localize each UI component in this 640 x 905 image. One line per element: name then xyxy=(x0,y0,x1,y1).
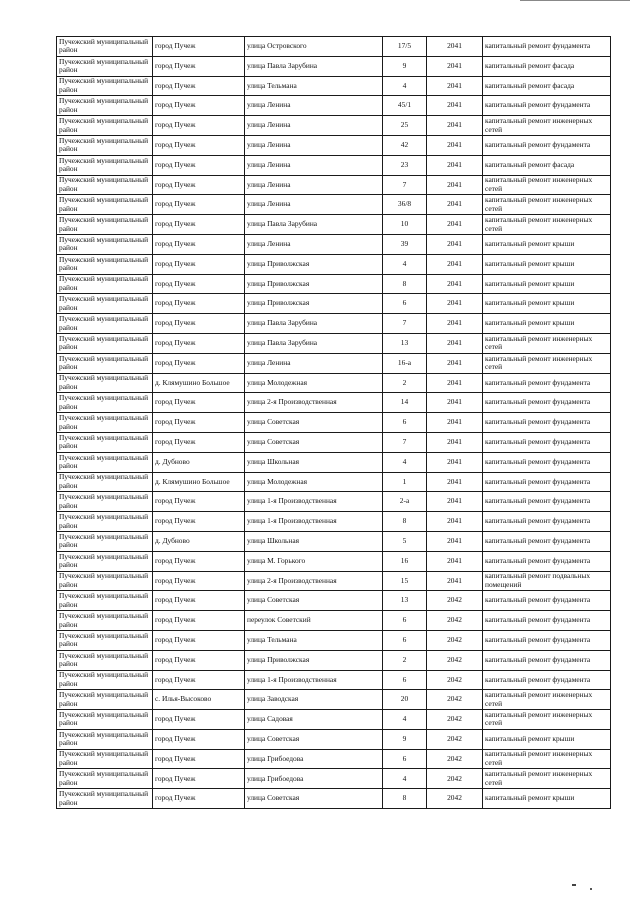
table-row xyxy=(57,611,611,631)
table-row xyxy=(57,195,611,215)
locality-cell: город Пучеж xyxy=(153,769,245,789)
street-cell: улица Ленина xyxy=(245,353,383,373)
house-number-cell: 13 xyxy=(383,333,427,353)
locality-cell: город Пучеж xyxy=(153,393,245,413)
work-type-cell: капитальный ремонт фундамента xyxy=(483,630,611,650)
work-type-cell: капитальный ремонт фундамента xyxy=(483,551,611,571)
house-number-cell: 13 xyxy=(383,591,427,611)
year-cell: 2042 xyxy=(427,749,483,769)
table-row xyxy=(57,789,611,809)
year-cell: 2041 xyxy=(427,452,483,472)
district-cell: Пучежский муниципальный район xyxy=(57,531,153,551)
house-number-cell: 6 xyxy=(383,294,427,314)
locality-cell: город Пучеж xyxy=(153,729,245,749)
table-row xyxy=(57,650,611,670)
locality-cell: город Пучеж xyxy=(153,710,245,730)
locality-cell: город Пучеж xyxy=(153,670,245,690)
street-cell: улица Приволжская xyxy=(245,650,383,670)
work-type-cell: капитальный ремонт фундамента xyxy=(483,452,611,472)
locality-cell: д. Дубново xyxy=(153,531,245,551)
district-cell: Пучежский муниципальный район xyxy=(57,472,153,492)
locality-cell: д. Дубново xyxy=(153,452,245,472)
table-row xyxy=(57,175,611,195)
district-cell: Пучежский муниципальный район xyxy=(57,432,153,452)
street-cell: улица Советская xyxy=(245,591,383,611)
locality-cell: город Пучеж xyxy=(153,650,245,670)
house-number-cell: 2 xyxy=(383,373,427,393)
locality-cell: город Пучеж xyxy=(153,76,245,96)
work-type-cell: капитальный ремонт фундамента xyxy=(483,96,611,116)
district-cell: Пучежский муниципальный район xyxy=(57,373,153,393)
district-cell: Пучежский муниципальный район xyxy=(57,195,153,215)
district-cell: Пучежский муниципальный район xyxy=(57,512,153,532)
year-cell: 2041 xyxy=(427,175,483,195)
work-type-cell: капитальный ремонт фундамента xyxy=(483,492,611,512)
house-number-cell: 4 xyxy=(383,452,427,472)
house-number-cell: 6 xyxy=(383,749,427,769)
work-type-cell: капитальный ремонт фундамента xyxy=(483,670,611,690)
year-cell: 2041 xyxy=(427,373,483,393)
house-number-cell: 7 xyxy=(383,314,427,334)
table-row xyxy=(57,413,611,433)
district-cell: Пучежский муниципальный район xyxy=(57,215,153,235)
locality-cell: город Пучеж xyxy=(153,551,245,571)
district-cell: Пучежский муниципальный район xyxy=(57,710,153,730)
work-type-cell: капитальный ремонт фундамента xyxy=(483,135,611,155)
house-number-cell: 16 xyxy=(383,551,427,571)
work-type-cell: капитальный ремонт крыши xyxy=(483,789,611,809)
year-cell: 2042 xyxy=(427,630,483,650)
locality-cell: с. Илья-Высоково xyxy=(153,690,245,710)
district-cell: Пучежский муниципальный район xyxy=(57,452,153,472)
year-cell: 2042 xyxy=(427,769,483,789)
year-cell: 2041 xyxy=(427,551,483,571)
house-number-cell: 20 xyxy=(383,690,427,710)
year-cell: 2041 xyxy=(427,234,483,254)
year-cell: 2041 xyxy=(427,116,483,136)
district-cell: Пучежский муниципальный район xyxy=(57,96,153,116)
district-cell: Пучежский муниципальный район xyxy=(57,551,153,571)
house-number-cell: 23 xyxy=(383,155,427,175)
district-cell: Пучежский муниципальный район xyxy=(57,611,153,631)
year-cell: 2042 xyxy=(427,729,483,749)
house-number-cell: 4 xyxy=(383,254,427,274)
year-cell: 2042 xyxy=(427,591,483,611)
work-type-cell: капитальный ремонт инженерных сетей xyxy=(483,749,611,769)
house-number-cell: 8 xyxy=(383,512,427,532)
work-type-cell: капитальный ремонт фундамента xyxy=(483,432,611,452)
district-cell: Пучежский муниципальный район xyxy=(57,670,153,690)
table-row xyxy=(57,472,611,492)
table-row xyxy=(57,76,611,96)
locality-cell: город Пучеж xyxy=(153,56,245,76)
table-row xyxy=(57,630,611,650)
table-row xyxy=(57,294,611,314)
repair-schedule-table xyxy=(56,36,611,809)
street-cell: улица Павла Зарубина xyxy=(245,333,383,353)
table-row xyxy=(57,512,611,532)
district-cell: Пучежский муниципальный район xyxy=(57,749,153,769)
street-cell: улица Ленина xyxy=(245,234,383,254)
house-number-cell: 17/5 xyxy=(383,37,427,57)
house-number-cell: 9 xyxy=(383,729,427,749)
year-cell: 2041 xyxy=(427,472,483,492)
locality-cell: город Пучеж xyxy=(153,314,245,334)
street-cell: улица Советская xyxy=(245,729,383,749)
locality-cell: город Пучеж xyxy=(153,333,245,353)
locality-cell: город Пучеж xyxy=(153,234,245,254)
house-number-cell: 45/1 xyxy=(383,96,427,116)
house-number-cell: 2-а xyxy=(383,492,427,512)
street-cell: улица Ленина xyxy=(245,195,383,215)
street-cell: улица Ленина xyxy=(245,155,383,175)
work-type-cell: капитальный ремонт крыши xyxy=(483,729,611,749)
work-type-cell: капитальный ремонт крыши xyxy=(483,314,611,334)
year-cell: 2041 xyxy=(427,333,483,353)
year-cell: 2041 xyxy=(427,155,483,175)
house-number-cell: 6 xyxy=(383,413,427,433)
street-cell: переулок Советский xyxy=(245,611,383,631)
house-number-cell: 8 xyxy=(383,274,427,294)
work-type-cell: капитальный ремонт фундамента xyxy=(483,413,611,433)
locality-cell: город Пучеж xyxy=(153,175,245,195)
street-cell: улица 1-я Производственная xyxy=(245,512,383,532)
street-cell: улица Приволжская xyxy=(245,274,383,294)
street-cell: улица Школьная xyxy=(245,452,383,472)
work-type-cell: капитальный ремонт инженерных сетей xyxy=(483,769,611,789)
locality-cell: город Пучеж xyxy=(153,37,245,57)
work-type-cell: капитальный ремонт инженерных сетей xyxy=(483,353,611,373)
house-number-cell: 25 xyxy=(383,116,427,136)
street-cell: улица М. Горького xyxy=(245,551,383,571)
table-row xyxy=(57,531,611,551)
street-cell: улица Павла Зарубина xyxy=(245,314,383,334)
street-cell: улица Молодежная xyxy=(245,373,383,393)
year-cell: 2041 xyxy=(427,294,483,314)
work-type-cell: капитальный ремонт крыши xyxy=(483,274,611,294)
house-number-cell: 2 xyxy=(383,650,427,670)
table-row xyxy=(57,551,611,571)
street-cell: улица Ленина xyxy=(245,96,383,116)
house-number-cell: 8 xyxy=(383,789,427,809)
work-type-cell: капитальный ремонт инженерных сетей xyxy=(483,710,611,730)
work-type-cell: капитальный ремонт инженерных сетей xyxy=(483,690,611,710)
year-cell: 2041 xyxy=(427,353,483,373)
house-number-cell: 7 xyxy=(383,175,427,195)
work-type-cell: капитальный ремонт фасада xyxy=(483,155,611,175)
house-number-cell: 6 xyxy=(383,670,427,690)
year-cell: 2041 xyxy=(427,314,483,334)
year-cell: 2041 xyxy=(427,492,483,512)
work-type-cell: капитальный ремонт фундамента xyxy=(483,512,611,532)
house-number-cell: 42 xyxy=(383,135,427,155)
locality-cell: город Пучеж xyxy=(153,611,245,631)
locality-cell: город Пучеж xyxy=(153,789,245,809)
year-cell: 2041 xyxy=(427,76,483,96)
locality-cell: город Пучеж xyxy=(153,591,245,611)
scan-artifact xyxy=(590,888,592,890)
street-cell: улица Советская xyxy=(245,432,383,452)
locality-cell: город Пучеж xyxy=(153,155,245,175)
street-cell: улица Приволжская xyxy=(245,294,383,314)
year-cell: 2042 xyxy=(427,650,483,670)
table-row xyxy=(57,135,611,155)
table-row xyxy=(57,749,611,769)
table-row xyxy=(57,333,611,353)
table-row xyxy=(57,452,611,472)
locality-cell: д. Клямушино Большое xyxy=(153,373,245,393)
table-row xyxy=(57,155,611,175)
street-cell: улица 2-я Производственная xyxy=(245,571,383,591)
street-cell: улица Островского xyxy=(245,37,383,57)
street-cell: улица Тельмана xyxy=(245,630,383,650)
district-cell: Пучежский муниципальный район xyxy=(57,630,153,650)
work-type-cell: капитальный ремонт фундамента xyxy=(483,393,611,413)
district-cell: Пучежский муниципальный район xyxy=(57,175,153,195)
street-cell: улица Павла Зарубина xyxy=(245,56,383,76)
year-cell: 2041 xyxy=(427,135,483,155)
work-type-cell: капитальный ремонт фундамента xyxy=(483,650,611,670)
street-cell: улица 1-я Производственная xyxy=(245,492,383,512)
work-type-cell: капитальный ремонт крыши xyxy=(483,254,611,274)
table-row xyxy=(57,96,611,116)
year-cell: 2042 xyxy=(427,670,483,690)
scan-artifact xyxy=(572,884,576,886)
house-number-cell: 1 xyxy=(383,472,427,492)
year-cell: 2041 xyxy=(427,37,483,57)
house-number-cell: 36/8 xyxy=(383,195,427,215)
house-number-cell: 14 xyxy=(383,393,427,413)
district-cell: Пучежский муниципальный район xyxy=(57,650,153,670)
locality-cell: город Пучеж xyxy=(153,353,245,373)
street-cell: улица 1-я Производственная xyxy=(245,670,383,690)
work-type-cell: капитальный ремонт инженерных сетей xyxy=(483,333,611,353)
district-cell: Пучежский муниципальный район xyxy=(57,37,153,57)
work-type-cell: капитальный ремонт подвальных помещений xyxy=(483,571,611,591)
work-type-cell: капитальный ремонт крыши xyxy=(483,234,611,254)
table-row xyxy=(57,234,611,254)
year-cell: 2041 xyxy=(427,413,483,433)
district-cell: Пучежский муниципальный район xyxy=(57,254,153,274)
house-number-cell: 4 xyxy=(383,710,427,730)
scan-edge-line xyxy=(520,0,630,1)
table-row xyxy=(57,492,611,512)
district-cell: Пучежский муниципальный район xyxy=(57,234,153,254)
work-type-cell: капитальный ремонт инженерных сетей xyxy=(483,175,611,195)
table-row xyxy=(57,274,611,294)
work-type-cell: капитальный ремонт фундамента xyxy=(483,373,611,393)
house-number-cell: 5 xyxy=(383,531,427,551)
work-type-cell: капитальный ремонт фасада xyxy=(483,56,611,76)
year-cell: 2041 xyxy=(427,531,483,551)
table-row xyxy=(57,769,611,789)
table-row xyxy=(57,215,611,235)
table-row xyxy=(57,710,611,730)
district-cell: Пучежский муниципальный район xyxy=(57,76,153,96)
district-cell: Пучежский муниципальный район xyxy=(57,571,153,591)
district-cell: Пучежский муниципальный район xyxy=(57,294,153,314)
street-cell: улица Грибоедова xyxy=(245,749,383,769)
locality-cell: д. Клямушино Большое xyxy=(153,472,245,492)
table-row xyxy=(57,373,611,393)
table-row xyxy=(57,254,611,274)
street-cell: улица Советская xyxy=(245,789,383,809)
year-cell: 2041 xyxy=(427,254,483,274)
street-cell: улица Садовая xyxy=(245,710,383,730)
table-row xyxy=(57,56,611,76)
year-cell: 2041 xyxy=(427,56,483,76)
house-number-cell: 39 xyxy=(383,234,427,254)
district-cell: Пучежский муниципальный район xyxy=(57,274,153,294)
district-cell: Пучежский муниципальный район xyxy=(57,135,153,155)
year-cell: 2041 xyxy=(427,393,483,413)
table-row xyxy=(57,432,611,452)
locality-cell: город Пучеж xyxy=(153,413,245,433)
locality-cell: город Пучеж xyxy=(153,294,245,314)
street-cell: улица Тельмана xyxy=(245,76,383,96)
table-row xyxy=(57,591,611,611)
street-cell: улица Грибоедова xyxy=(245,769,383,789)
year-cell: 2041 xyxy=(427,96,483,116)
house-number-cell: 15 xyxy=(383,571,427,591)
year-cell: 2041 xyxy=(427,195,483,215)
street-cell: улица Школьная xyxy=(245,531,383,551)
house-number-cell: 4 xyxy=(383,769,427,789)
street-cell: улица Павла Зарубина xyxy=(245,215,383,235)
district-cell: Пучежский муниципальный район xyxy=(57,492,153,512)
district-cell: Пучежский муниципальный район xyxy=(57,789,153,809)
table-body xyxy=(57,37,611,809)
work-type-cell: капитальный ремонт крыши xyxy=(483,294,611,314)
work-type-cell: капитальный ремонт инженерных сетей xyxy=(483,195,611,215)
year-cell: 2042 xyxy=(427,690,483,710)
locality-cell: город Пучеж xyxy=(153,571,245,591)
table-row xyxy=(57,690,611,710)
street-cell: улица Ленина xyxy=(245,175,383,195)
table-row xyxy=(57,37,611,57)
house-number-cell: 6 xyxy=(383,630,427,650)
table-row xyxy=(57,353,611,373)
district-cell: Пучежский муниципальный район xyxy=(57,769,153,789)
table-row xyxy=(57,729,611,749)
work-type-cell: капитальный ремонт фундамента xyxy=(483,531,611,551)
district-cell: Пучежский муниципальный район xyxy=(57,155,153,175)
district-cell: Пучежский муниципальный район xyxy=(57,690,153,710)
year-cell: 2041 xyxy=(427,274,483,294)
district-cell: Пучежский муниципальный район xyxy=(57,116,153,136)
locality-cell: город Пучеж xyxy=(153,96,245,116)
street-cell: улица Советская xyxy=(245,413,383,433)
house-number-cell: 9 xyxy=(383,56,427,76)
district-cell: Пучежский муниципальный район xyxy=(57,729,153,749)
work-type-cell: капитальный ремонт фундамента xyxy=(483,472,611,492)
year-cell: 2041 xyxy=(427,571,483,591)
street-cell: улица Заводская xyxy=(245,690,383,710)
table-row xyxy=(57,314,611,334)
table-row xyxy=(57,116,611,136)
district-cell: Пучежский муниципальный район xyxy=(57,333,153,353)
street-cell: улица 2-я Производственная xyxy=(245,393,383,413)
year-cell: 2042 xyxy=(427,789,483,809)
house-number-cell: 4 xyxy=(383,76,427,96)
work-type-cell: капитальный ремонт инженерных сетей xyxy=(483,215,611,235)
house-number-cell: 16-а xyxy=(383,353,427,373)
table-row xyxy=(57,393,611,413)
table-row xyxy=(57,670,611,690)
street-cell: улица Ленина xyxy=(245,135,383,155)
locality-cell: город Пучеж xyxy=(153,195,245,215)
work-type-cell: капитальный ремонт фундамента xyxy=(483,591,611,611)
locality-cell: город Пучеж xyxy=(153,512,245,532)
year-cell: 2041 xyxy=(427,512,483,532)
locality-cell: город Пучеж xyxy=(153,254,245,274)
work-type-cell: капитальный ремонт инженерных сетей xyxy=(483,116,611,136)
house-number-cell: 10 xyxy=(383,215,427,235)
house-number-cell: 7 xyxy=(383,432,427,452)
street-cell: улица Приволжская xyxy=(245,254,383,274)
locality-cell: город Пучеж xyxy=(153,215,245,235)
work-type-cell: капитальный ремонт фундамента xyxy=(483,611,611,631)
district-cell: Пучежский муниципальный район xyxy=(57,353,153,373)
locality-cell: город Пучеж xyxy=(153,630,245,650)
house-number-cell: 6 xyxy=(383,611,427,631)
district-cell: Пучежский муниципальный район xyxy=(57,393,153,413)
year-cell: 2041 xyxy=(427,215,483,235)
work-type-cell: капитальный ремонт фундамента xyxy=(483,37,611,57)
table-row xyxy=(57,571,611,591)
locality-cell: город Пучеж xyxy=(153,749,245,769)
year-cell: 2041 xyxy=(427,432,483,452)
district-cell: Пучежский муниципальный район xyxy=(57,591,153,611)
locality-cell: город Пучеж xyxy=(153,492,245,512)
district-cell: Пучежский муниципальный район xyxy=(57,314,153,334)
locality-cell: город Пучеж xyxy=(153,135,245,155)
year-cell: 2042 xyxy=(427,611,483,631)
work-type-cell: капитальный ремонт фасада xyxy=(483,76,611,96)
street-cell: улица Молодежная xyxy=(245,472,383,492)
district-cell: Пучежский муниципальный район xyxy=(57,56,153,76)
locality-cell: город Пучеж xyxy=(153,432,245,452)
year-cell: 2042 xyxy=(427,710,483,730)
street-cell: улица Ленина xyxy=(245,116,383,136)
locality-cell: город Пучеж xyxy=(153,116,245,136)
locality-cell: город Пучеж xyxy=(153,274,245,294)
district-cell: Пучежский муниципальный район xyxy=(57,413,153,433)
